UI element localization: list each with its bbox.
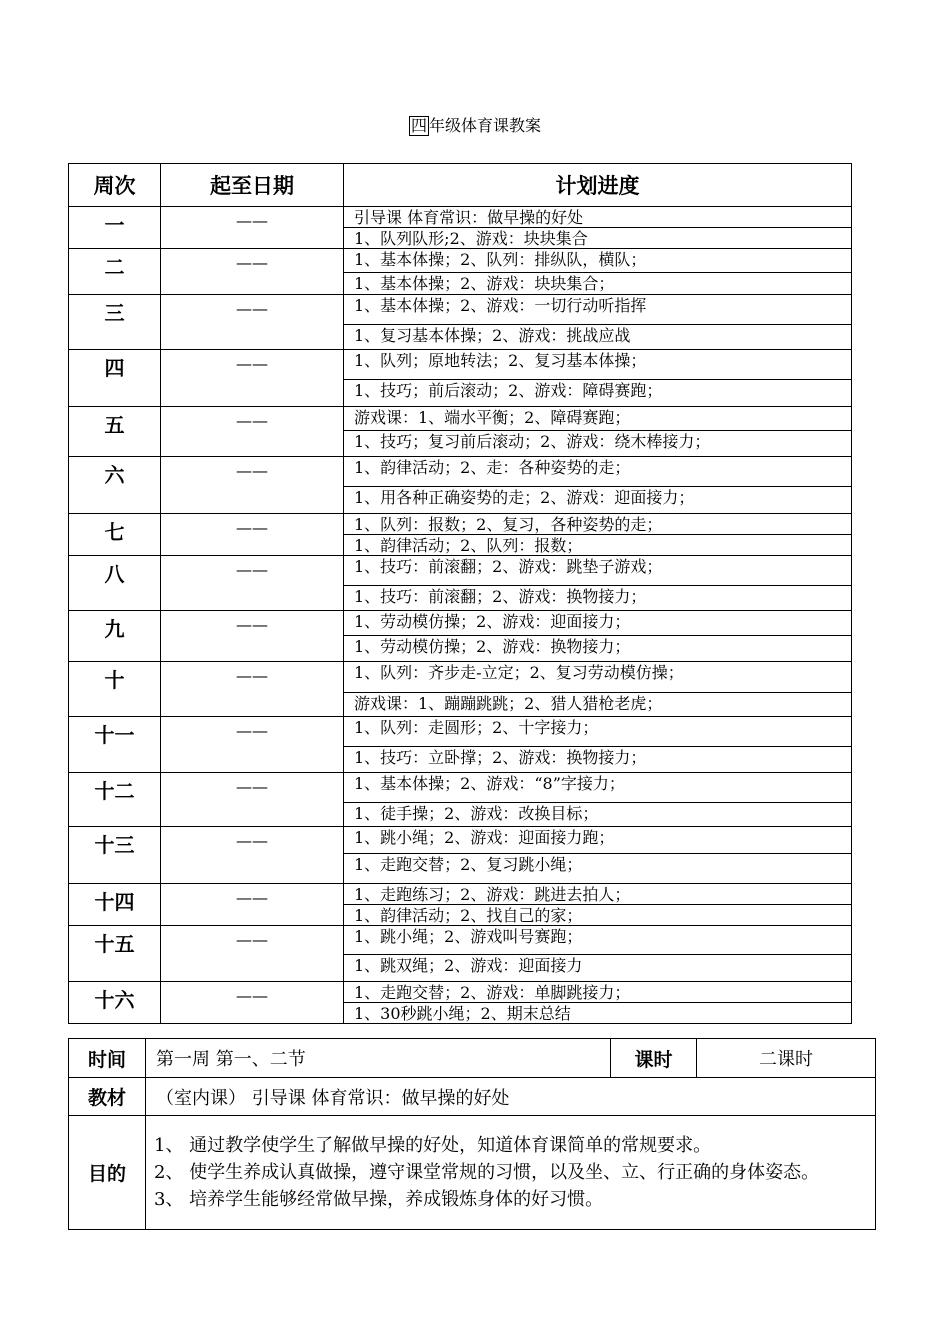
goal-label: 目的 [69, 1116, 146, 1230]
week-number: 十二 [69, 773, 161, 827]
week-dates: —— [161, 249, 344, 295]
progress-item: 游戏课：1、端水平衡；2、障碍赛跑； [344, 407, 852, 431]
week-number: 十四 [69, 884, 161, 926]
header-dates: 起至日期 [161, 164, 344, 207]
week-number: 十六 [69, 982, 161, 1024]
week-row [69, 926, 852, 955]
week-row [69, 884, 852, 905]
week-dates: —— [161, 407, 344, 457]
progress-item: 1、韵律活动；2、队列：报数； [344, 535, 852, 556]
week-dates: —— [161, 611, 344, 662]
week-dates: —— [161, 926, 344, 982]
week-row [69, 207, 852, 228]
progress-item: 1、30秒跳小绳；2、期末总结 [344, 1003, 852, 1024]
week-dates: —— [161, 457, 344, 514]
time-label: 时间 [69, 1039, 146, 1078]
header-progress: 计划进度 [344, 164, 852, 207]
progress-item: 1、走跑练习；2、游戏：跳进去拍人； [344, 884, 852, 905]
week-number: 十 [69, 662, 161, 717]
progress-item: 1、徒手操；2、游戏：改换目标； [344, 803, 852, 827]
week-dates: —— [161, 662, 344, 717]
lesson-table [68, 1038, 876, 1230]
progress-item: 1、基本体操；2、游戏：“8”字接力； [344, 773, 852, 803]
week-dates: —— [161, 350, 344, 407]
week-row [69, 611, 852, 636]
title-text: 年级体育课教案 [429, 116, 542, 135]
progress-item: 1、走跑交替；2、复习跳小绳； [344, 854, 852, 884]
week-number: 十五 [69, 926, 161, 982]
week-dates: —— [161, 773, 344, 827]
header-week: 周次 [69, 164, 161, 207]
time-value: 第一周 第一、二节 [146, 1039, 611, 1078]
week-dates: —— [161, 827, 344, 884]
progress-item: 1、队列：报数；2、复习，各种姿势的走； [344, 514, 852, 535]
week-row [69, 457, 852, 487]
progress-item: 1、走跑交替；2、游戏：单脚跳接力； [344, 982, 852, 1003]
progress-item: 引导课 体育常识：做早操的好处 [344, 207, 852, 228]
progress-item: 1、跳双绳；2、游戏：迎面接力 [344, 955, 852, 982]
progress-item: 1、队列队形;2、游戏：块块集合 [344, 228, 852, 249]
progress-item: 1、基本体操；2、游戏：块块集合； [344, 273, 852, 295]
week-row [69, 249, 852, 273]
goal-list [146, 1116, 876, 1230]
week-number: 十一 [69, 717, 161, 773]
week-number: 五 [69, 407, 161, 457]
progress-item: 1、用各种正确姿势的走；2、游戏：迎面接力； [344, 487, 852, 514]
week-row [69, 827, 852, 854]
progress-item: 1、技巧：前滚翻；2、游戏：换物接力； [344, 586, 852, 611]
material-label: 教材 [69, 1078, 146, 1116]
progress-item: 1、跳小绳；2、游戏：迎面接力跑； [344, 827, 852, 854]
goal-item-2: 2、 使学生养成认真做操，遵守课堂常规的习惯，以及坐、立、行正确的身体姿态。 [154, 1162, 820, 1183]
schedule-table [68, 163, 852, 1024]
progress-item: 1、技巧；前后滚动；2、游戏：障碍赛跑； [344, 380, 852, 407]
goal-item-1: 1、 通过教学使学生了解做早操的好处，知道体育课简单的常规要求。 [154, 1135, 712, 1156]
week-dates: —— [161, 982, 344, 1024]
week-number: 七 [69, 514, 161, 556]
document-title [0, 114, 950, 138]
week-row [69, 295, 852, 325]
progress-item: 1、队列：齐步走-立定；2、复习劳动模仿操； [344, 662, 852, 693]
progress-item: 1、跳小绳；2、游戏叫号赛跑； [344, 926, 852, 955]
week-dates: —— [161, 295, 344, 350]
progress-item: 游戏课：1、蹦蹦跳跳；2、猎人猎枪老虎； [344, 693, 852, 717]
schedule-header-row [69, 164, 852, 207]
progress-item: 1、技巧：立卧撑；2、游戏：换物接力； [344, 747, 852, 773]
progress-item: 1、劳动模仿操；2、游戏：迎面接力； [344, 611, 852, 636]
week-number: 十三 [69, 827, 161, 884]
week-dates: —— [161, 556, 344, 611]
period-value: 二课时 [697, 1039, 876, 1078]
week-dates: —— [161, 884, 344, 926]
week-number: 一 [69, 207, 161, 249]
week-number: 六 [69, 457, 161, 514]
week-row [69, 662, 852, 693]
week-row [69, 514, 852, 535]
progress-item: 1、技巧：前滚翻；2、游戏：跳垫子游戏； [344, 556, 852, 586]
week-number: 九 [69, 611, 161, 662]
progress-item: 1、韵律活动；2、找自己的家； [344, 905, 852, 926]
week-number: 三 [69, 295, 161, 350]
week-dates: —— [161, 514, 344, 556]
grade-number: 四 [410, 116, 427, 135]
progress-item: 1、复习基本体操；2、游戏：挑战应战 [344, 325, 852, 350]
progress-item: 1、队列：走圆形；2、十字接力； [344, 717, 852, 747]
week-number: 二 [69, 249, 161, 295]
week-dates: —— [161, 207, 344, 249]
progress-item: 1、队列；原地转法；2、复习基本体操； [344, 350, 852, 380]
progress-item: 1、韵律活动；2、走：各种姿势的走； [344, 457, 852, 487]
week-row [69, 350, 852, 380]
week-row [69, 407, 852, 431]
progress-item: 1、基本体操；2、游戏：一切行动听指挥 [344, 295, 852, 325]
week-row [69, 982, 852, 1003]
goal-item-3: 3、 培养学生能够经常做早操，养成锻炼身体的好习惯。 [154, 1189, 604, 1210]
progress-item: 1、劳动模仿操；2、游戏：换物接力； [344, 636, 852, 662]
material-row [69, 1078, 876, 1116]
week-row [69, 773, 852, 803]
time-row [69, 1039, 876, 1078]
schedule-body [69, 207, 852, 1024]
goal-row [69, 1116, 876, 1230]
period-label: 课时 [611, 1039, 697, 1078]
week-number: 八 [69, 556, 161, 611]
week-row [69, 556, 852, 586]
material-value: （室内课） 引导课 体育常识：做早操的好处 [146, 1078, 876, 1116]
progress-item: 1、基本体操；2、队列：排纵队，横队； [344, 249, 852, 273]
week-dates: —— [161, 717, 344, 773]
progress-item: 1、技巧；复习前后滚动；2、游戏：绕木棒接力； [344, 431, 852, 457]
week-number: 四 [69, 350, 161, 407]
week-row [69, 717, 852, 747]
